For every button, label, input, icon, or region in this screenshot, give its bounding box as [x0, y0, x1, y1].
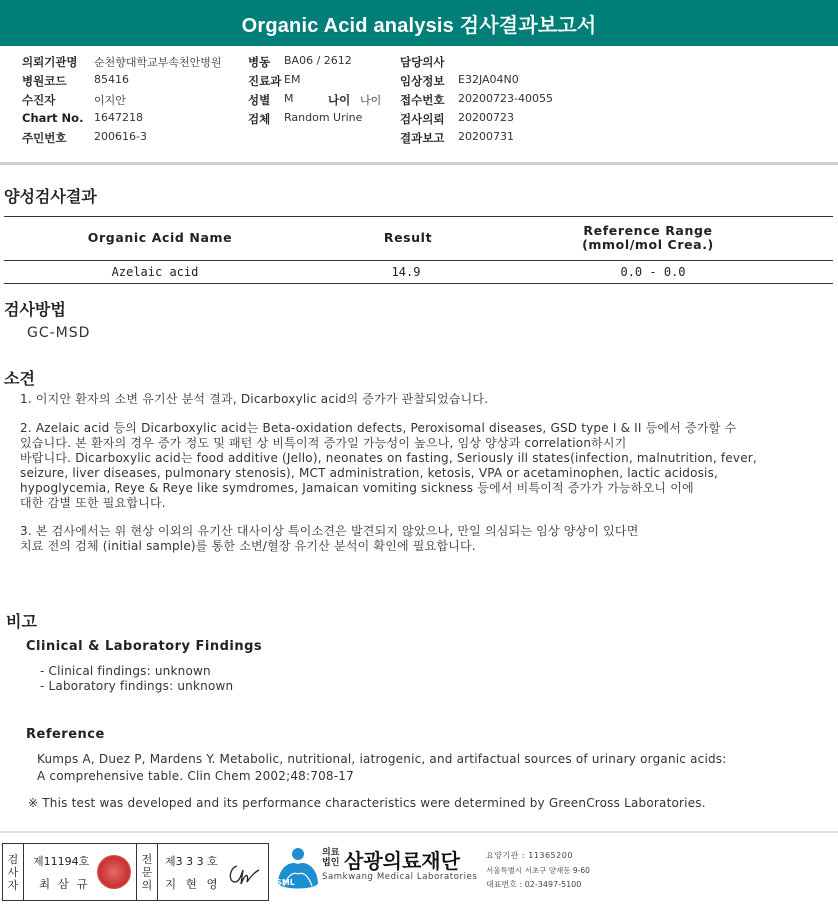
report-title: Organic Acid analysis 검사결과보고서 [0, 0, 838, 46]
report-value: 20200731 [458, 130, 514, 143]
patient-value: 이지안 [94, 94, 126, 107]
org-address: 서울특별시 서초구 양재동 9-60 [486, 866, 590, 875]
table-cell-name: Azelaic acid [111, 265, 199, 279]
age-value: 나이 [360, 94, 382, 107]
signature-box [2, 843, 269, 901]
table-top-rule [4, 216, 833, 217]
table-cell-result: 14.9 [391, 265, 421, 279]
specimen-value: Random Urine [284, 111, 363, 124]
col-header-reference-line2: (mmol/mol Crea.) [582, 237, 714, 252]
org-english-name: Samkwang Medical Laboratories [322, 872, 478, 882]
table-bottom-rule [4, 283, 833, 284]
org-logo [272, 844, 322, 894]
hospital-code-label: 병원코드 [22, 74, 67, 88]
specialist-license: 제3 3 3 호 [165, 855, 218, 868]
dept-value: EM [284, 73, 301, 86]
specialist-signature [225, 858, 265, 888]
doctor-label: 담당의사 [400, 55, 445, 69]
examiner-license: 제11194호 [33, 855, 90, 868]
col-header-reference [548, 224, 748, 252]
request-label: 검사의뢰 [400, 112, 445, 126]
clinical-info-label: 임상정보 [400, 74, 445, 88]
findings-p3-line: 치료 전의 검체 (initial sample)를 통한 소변/혈장 유기산 분석이 확인에 필요합니다. [20, 539, 476, 553]
col-header-name: Organic Acid Name [87, 230, 233, 245]
dept-label: 진료과 [248, 74, 282, 88]
ward-label: 병동 [248, 55, 271, 69]
org-prefix [322, 848, 339, 868]
org-name: 삼광의료재단 [344, 849, 460, 873]
rrn-value: 200616-3 [94, 130, 147, 143]
specialist-name: 지 현 영 [165, 877, 221, 891]
patient-label: 수진자 [22, 93, 56, 107]
age-label: 나이 [328, 93, 351, 107]
reference-heading: Reference [26, 727, 105, 742]
findings-paragraph-3 [20, 524, 639, 554]
examiner-seal [97, 855, 131, 889]
table-cell-range: 0.0 - 0.0 [620, 265, 686, 279]
specialist-label: 전문의 [136, 844, 158, 900]
findings-p3-line: 3. 본 검사에서는 위 현상 이외의 유기산 대사이상 특이소견은 발견되지 않았으나, 만일 의심되는 임상 양상이 있다면 [20, 524, 639, 538]
examiner-name: 최 삼 규 [39, 877, 90, 891]
sex-label: 성별 [248, 93, 271, 107]
clinical-findings-line: - Clinical findings: unknown [40, 664, 211, 678]
ward-value: BA06 / 2612 [284, 54, 352, 67]
reference-line: A comprehensive table. Clin Chem 2002;48:708-17 [37, 769, 354, 783]
org-prefix-line: 법인 [322, 858, 340, 868]
findings-p2-line: 2. Azelaic acid 등의 Dicarboxylic acid는 Beta-oxidation defects, Peroxisomal diseases, GSD type I & II 등에서 증가할 수 [20, 421, 737, 435]
findings-p2-line: seizure, liver diseases, pulmonary stenosis), MCT administration, ketosis, VPA or acetaminophen, lactic acidosis, [20, 466, 719, 480]
rrn-label: 주민번호 [22, 131, 67, 145]
method-value: GC-MSD [27, 325, 91, 341]
clinical-findings-heading: Clinical & Laboratory Findings [26, 639, 263, 654]
footer-divider [0, 831, 838, 833]
method-heading: 검사방법 [4, 300, 66, 319]
institution-label: 의뢰기관명 [22, 55, 78, 69]
findings-paragraph-1: 1. 이지안 환자의 소변 유기산 분석 결과, Dicarboxylic acid의 증가가 관찰되었습니다. [20, 392, 489, 406]
col-header-result: Result [383, 230, 433, 245]
findings-p2-line: 대한 감별 또한 필요합니다. [20, 496, 166, 510]
org-prefix-line: 의료 [322, 848, 340, 858]
findings-p2-line: 바랍니다. Dicarboxylic acid는 food additive (Jello), neonates on fasting, Seriously ill states(infection, malnutrition, fever, [20, 451, 757, 465]
reference-line: Kumps A, Duez P, Mardens Y. Metabolic, nutritional, iatrogenic, and artifactual sources of urinary organic acids: [37, 752, 727, 766]
org-phone: 대표번호 : 02-3497-5100 [486, 880, 582, 889]
hospital-code-value: 85416 [94, 73, 129, 86]
findings-heading: 소견 [4, 369, 35, 388]
remarks-heading: 비고 [6, 612, 37, 631]
institution-value: 순천향대학교부속천안병원 [94, 56, 222, 69]
chart-value: 1647218 [94, 111, 143, 124]
positive-results-heading: 양성검사결과 [4, 187, 97, 206]
disclaimer-note: ※ This test was developed and its performance characteristics were determined by GreenCross Laboratories. [28, 796, 706, 810]
reference-text [37, 752, 727, 784]
chart-label: Chart No. [22, 111, 84, 125]
findings-p2-line: 있습니다. 본 환자의 경우 증가 정도 및 패턴 상 비특이적 증가일 가능성이 높으나, 임상 양상과 correlation하시기 [20, 436, 627, 450]
org-registration: 요양기관 : 11365200 [486, 851, 573, 860]
report-label: 결과보고 [400, 131, 445, 145]
table-header-rule [4, 260, 833, 261]
receipt-label: 접수번호 [400, 93, 445, 107]
specimen-label: 검체 [248, 112, 271, 126]
clinical-info-value: E32JA04N0 [458, 73, 519, 86]
findings-paragraph-2 [20, 421, 757, 511]
col-header-reference-line1: Reference Range [583, 223, 713, 238]
receipt-value: 20200723-40055 [458, 92, 553, 105]
header-divider [0, 162, 838, 165]
laboratory-findings-line: - Laboratory findings: unknown [40, 679, 234, 693]
sex-value: M [284, 92, 294, 105]
examiner-label: 검사자 [3, 844, 24, 900]
org-logo-text: SML [276, 878, 295, 887]
findings-p2-line: hypoglycemia, Reye & Reye like symdromes, Jamaican vomiting sickness 등에서 비특이적 증가가 가능하오니 이에 [20, 481, 694, 495]
request-value: 20200723 [458, 111, 514, 124]
clinical-findings-list [40, 664, 233, 694]
